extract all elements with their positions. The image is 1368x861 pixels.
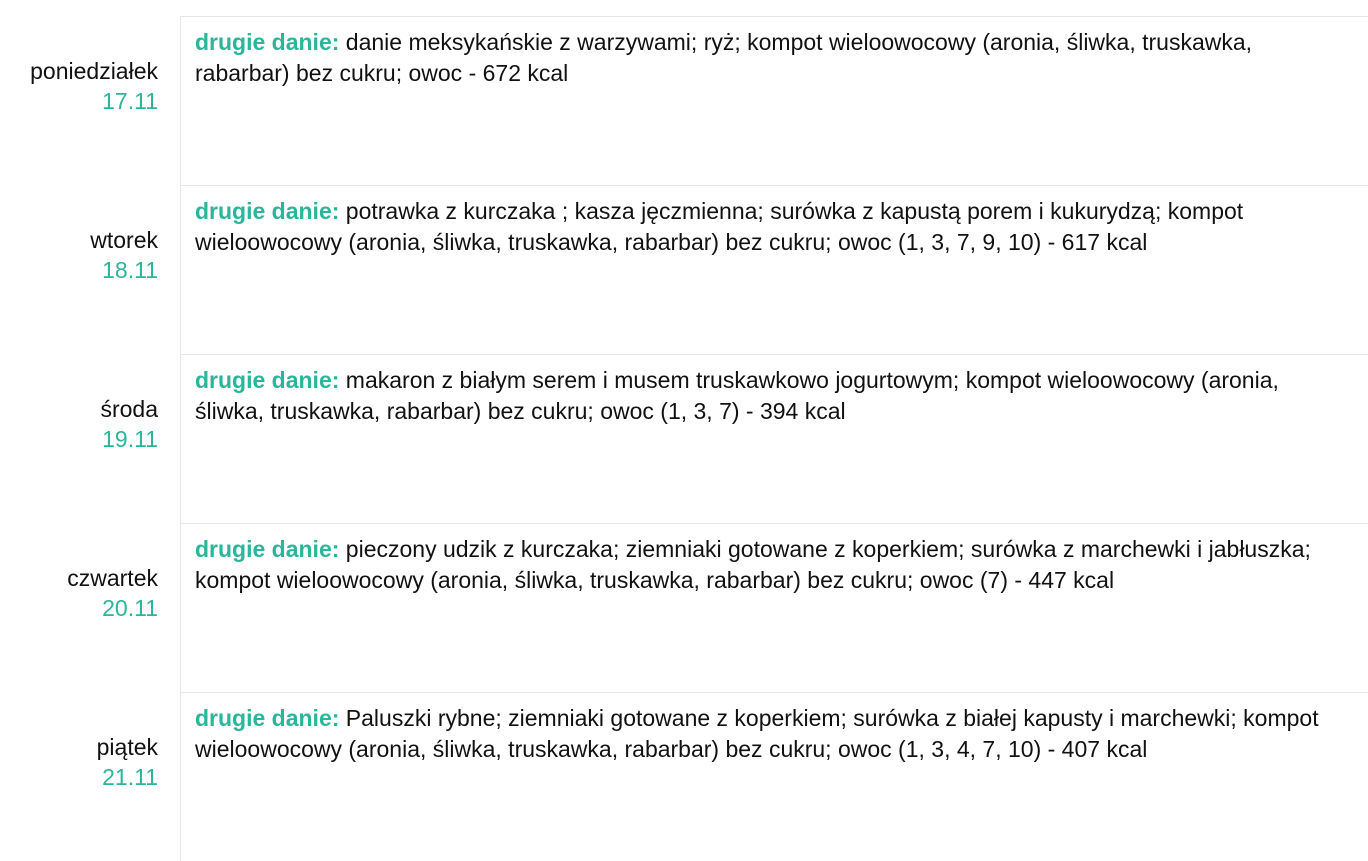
menu-row-thursday [0,523,1368,692]
meal-description: pieczony udzik z kurczaka; ziemniaki gotowane z koperkiem; surówka z marchewki i jabłuszka; kompot wieloowocowy (aronia, śliwka, truskawka, rabarbar) bez cukru; owoc (7) - 447 kcal [195,536,1311,593]
meal-cell [180,185,1368,354]
meal-description: makaron z białym serem i musem truskawkowo jogurtowym; kompot wieloowocowy (aronia, śliwka, truskawka, rabarbar) bez cukru; owoc (1, 3, 7) - 394 kcal [195,367,1279,424]
day-name: piątek [96,734,158,760]
meal-description: potrawka z kurczaka ; kasza jęczmienna; surówka z kapustą porem i kukurydzą; kompot wieloowocowy (aronia, śliwka, truskawka, rabarbar) bez cukru; owoc (1, 3, 7, 9, 10) - 617 kcal [195,198,1244,255]
menu-row-tuesday [0,185,1368,354]
meal-label: drugie danie: [195,705,340,731]
day-name: wtorek [90,227,158,253]
meal-cell [180,16,1368,185]
day-date: 20.11 [102,595,158,621]
meal-description: danie meksykańskie z warzywami; ryż; kompot wieloowocowy (aronia, śliwka, truskawka, rabarbar) bez cukru; owoc - 672 kcal [195,29,1253,86]
day-name: środa [100,396,158,422]
day-date: 17.11 [102,88,158,114]
meal-label: drugie danie: [195,198,340,224]
menu-row-friday [0,692,1368,861]
day-date: 18.11 [102,257,158,283]
day-cell [0,523,180,692]
menu-row-wednesday [0,354,1368,523]
meal-description: Paluszki rybne; ziemniaki gotowane z koperkiem; surówka z białej kapusty i marchewki; kompot wieloowocowy (aronia, śliwka, truskawka, rabarbar) bez cukru; owoc (1, 3, 4, 7, 10) - 407 kcal [195,705,1319,762]
meal-cell [180,523,1368,692]
day-cell [0,354,180,523]
day-cell [0,185,180,354]
menu-row-monday [0,16,1368,185]
meal-label: drugie danie: [195,536,340,562]
meal-cell [180,692,1368,861]
meal-label: drugie danie: [195,367,340,393]
day-name: czwartek [67,565,158,591]
day-cell [0,692,180,861]
day-date: 21.11 [102,764,158,790]
meal-cell [180,354,1368,523]
day-name: poniedziałek [30,58,158,84]
day-cell [0,16,180,185]
meal-label: drugie danie: [195,29,340,55]
day-date: 19.11 [102,426,158,452]
weekly-menu [0,16,1368,861]
